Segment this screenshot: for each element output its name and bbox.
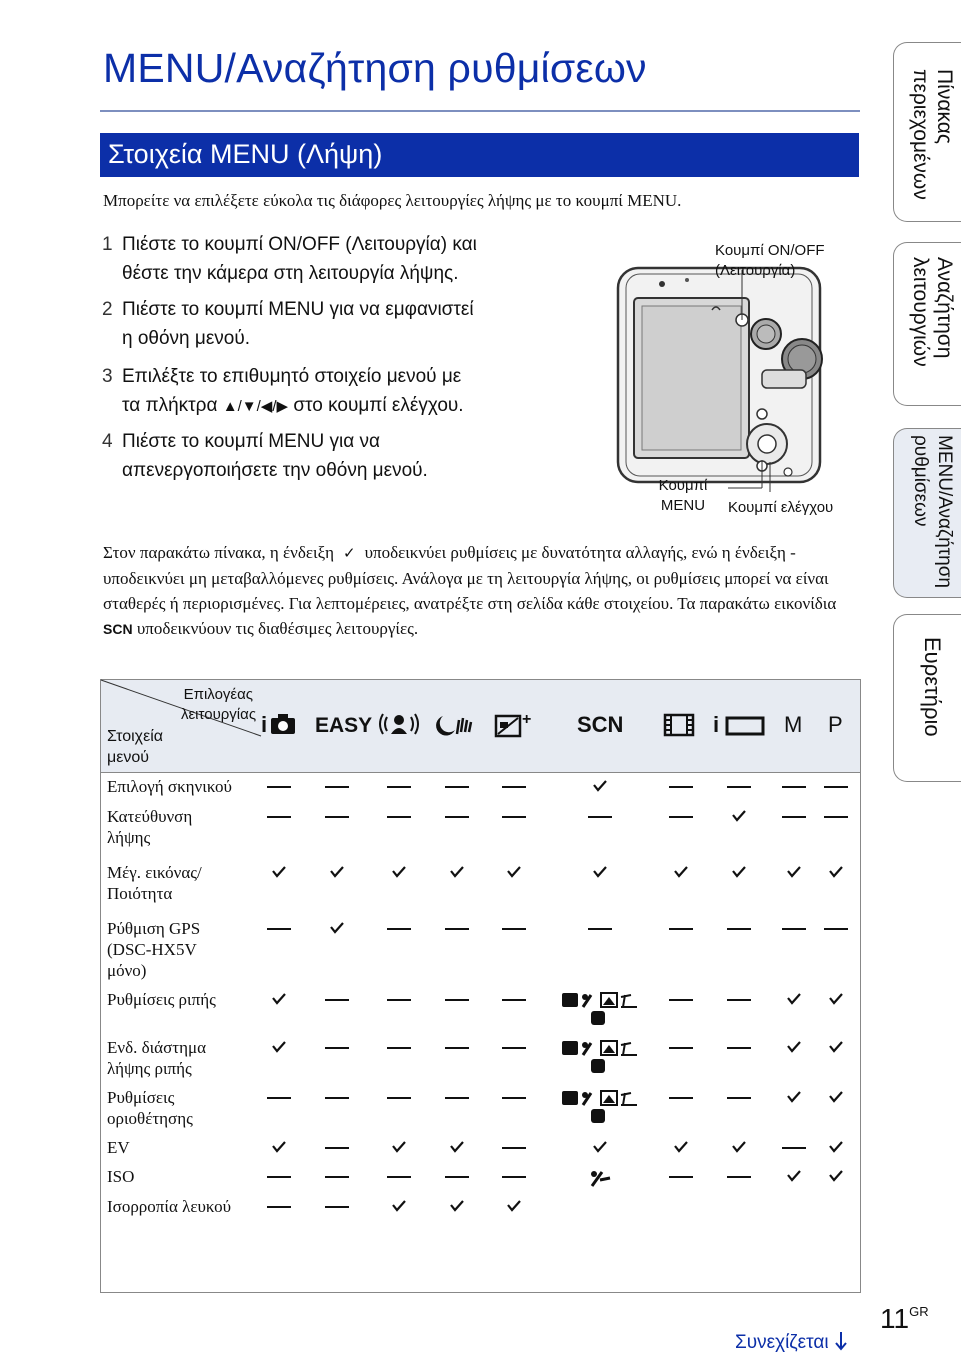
svg-text:i: i bbox=[261, 712, 268, 737]
check-icon bbox=[317, 862, 357, 879]
check-icon bbox=[494, 1196, 534, 1213]
mode-column-header bbox=[484, 710, 544, 738]
tab-function-search[interactable] bbox=[893, 242, 961, 406]
dash-cell bbox=[259, 918, 299, 930]
scn-icon: SCN bbox=[103, 621, 133, 637]
check-icon bbox=[774, 1166, 814, 1183]
dash-cell bbox=[661, 1087, 701, 1099]
intelligent-auto-icon bbox=[257, 710, 301, 738]
dash-cell bbox=[774, 776, 814, 788]
tab-label: Αναζήτηση λειτουργιών bbox=[909, 257, 956, 367]
mode-column-header bbox=[570, 710, 630, 738]
row-label: EV bbox=[107, 1138, 130, 1157]
dash-cell bbox=[494, 806, 534, 818]
dash-cell bbox=[774, 918, 814, 930]
step-2 bbox=[102, 295, 474, 353]
mode-column-header bbox=[307, 710, 373, 738]
dash-cell bbox=[259, 806, 299, 818]
tab-label: Πίνακας περιεχομένων bbox=[909, 69, 956, 200]
dash-cell bbox=[259, 776, 299, 788]
mode-dial-header: Επιλογέας λειτουργίας bbox=[181, 686, 257, 723]
scene-icons-a bbox=[561, 991, 639, 1027]
check-icon bbox=[259, 1137, 299, 1154]
check-icon bbox=[816, 1166, 856, 1183]
step-number: 3 bbox=[102, 366, 113, 387]
easy-mode-icon bbox=[315, 710, 373, 738]
dash-cell bbox=[379, 918, 419, 930]
check-icon bbox=[379, 1196, 419, 1213]
dash-cell bbox=[379, 776, 419, 788]
check-icon bbox=[379, 862, 419, 879]
dash-cell bbox=[317, 1037, 357, 1049]
dash-cell bbox=[437, 989, 477, 1001]
dash-cell bbox=[317, 1166, 357, 1178]
menu-button-label: Κουμπί MENU bbox=[658, 477, 708, 514]
row-label: Ενδ. διάστημα λήψης ριπής bbox=[107, 1038, 206, 1078]
mode-column-header bbox=[709, 710, 769, 738]
check-icon bbox=[719, 862, 759, 879]
scene-icons-b bbox=[586, 1168, 614, 1188]
check-icon bbox=[494, 862, 534, 879]
mode-column-header bbox=[427, 710, 487, 738]
dash-cell bbox=[719, 1087, 759, 1099]
step-text: Επιλέξτε το επιθυμητό στοιχείο μενού με bbox=[122, 366, 462, 387]
check-icon bbox=[816, 989, 856, 1006]
intelligent-sweep-panorama-icon bbox=[711, 710, 767, 738]
settings-table bbox=[100, 679, 861, 1293]
dash-cell bbox=[661, 989, 701, 1001]
check-icon bbox=[816, 1087, 856, 1104]
dash-cell bbox=[580, 806, 620, 818]
check-icon bbox=[816, 862, 856, 879]
row-label: Ρυθμίσεις οριοθέτησης bbox=[107, 1088, 193, 1128]
dash-cell bbox=[379, 806, 419, 818]
note-paragraph: Στον παρακάτω πίνακα, η ένδειξη ✓ υποδεικνύει ρυθμίσεις με δυνατότητα αλλαγής, ενώ η ένδειξη - υποδεικνύει μη μεταβαλλόμενες ρυθμίσεις. Ανάλογα με τη λειτουργία λήψης, οι ρυθμίσεις μπορεί να είναι σταθερές ή περιορισμένες. Για λεπτομέρειες, ανατρέξτε στη σελίδα κάθε στοιχείου. Τα παρακάτω εικονίδια SCN υποδεικνύουν τις διαθέσιμες λειτουργίες. bbox=[103, 543, 837, 638]
check-icon bbox=[816, 1137, 856, 1154]
scene-icons-cell bbox=[555, 1037, 645, 1075]
dash-cell bbox=[317, 1196, 357, 1208]
dash-cell bbox=[437, 776, 477, 788]
row-label: Ρυθμίσεις ριπής bbox=[107, 990, 216, 1009]
background-defocus-icon bbox=[377, 710, 421, 738]
program-auto-icon bbox=[814, 710, 858, 738]
dash-cell bbox=[816, 918, 856, 930]
scene-icons-a bbox=[561, 1089, 639, 1125]
row-label: Ρύθμιση GPS (DSC-HX5V μόνο) bbox=[107, 919, 201, 980]
step-text: θέστε την κάμερα στη λειτουργία λήψης. bbox=[122, 263, 459, 284]
check-icon bbox=[580, 776, 620, 793]
dash-cell bbox=[816, 776, 856, 788]
mode-column-header bbox=[651, 710, 711, 738]
superior-auto-icon bbox=[492, 710, 536, 738]
mode-column-header bbox=[369, 710, 429, 738]
check-icon bbox=[661, 1137, 701, 1154]
dash-cell bbox=[774, 1137, 814, 1149]
tab-table-of-contents[interactable] bbox=[893, 42, 961, 222]
check-icon bbox=[437, 1137, 477, 1154]
arrow-down-icon bbox=[834, 1331, 848, 1351]
check-icon bbox=[580, 862, 620, 879]
row-label: ISO bbox=[107, 1167, 135, 1186]
dash-cell bbox=[661, 918, 701, 930]
check-icon bbox=[437, 862, 477, 879]
check-icon bbox=[379, 1137, 419, 1154]
mode-column-header bbox=[249, 710, 309, 738]
dash-cell bbox=[437, 918, 477, 930]
dash-cell bbox=[317, 989, 357, 1001]
scene-icons-cell bbox=[555, 989, 645, 1027]
dash-cell bbox=[494, 1037, 534, 1049]
dash-cell bbox=[317, 776, 357, 788]
tab-label: MENU/Αναζήτηση ρυθμίσεων bbox=[910, 435, 955, 589]
check-icon bbox=[774, 989, 814, 1006]
dash-cell bbox=[494, 1087, 534, 1099]
dash-cell bbox=[437, 1166, 477, 1178]
mode-column-header bbox=[806, 710, 866, 738]
dash-cell bbox=[719, 918, 759, 930]
step-number: 2 bbox=[102, 299, 113, 320]
dash-cell bbox=[494, 1137, 534, 1149]
check-icon bbox=[774, 1087, 814, 1104]
dash-cell bbox=[317, 806, 357, 818]
dash-cell bbox=[379, 1087, 419, 1099]
tab-menu-settings-search[interactable] bbox=[893, 428, 961, 598]
dash-cell bbox=[259, 1166, 299, 1178]
intro-text: Μπορείτε να επιλέξετε εύκολα τις διάφορες λειτουργίες λήψης με το κουμπί MENU. bbox=[103, 191, 682, 210]
dash-cell bbox=[661, 1166, 701, 1178]
row-label: Κατεύθυνση λήψης bbox=[107, 807, 193, 847]
leader-lines bbox=[700, 270, 800, 500]
dash-cell bbox=[661, 1037, 701, 1049]
onoff-button-label: Κουμπί ON/OFF (Λειτουργία) bbox=[715, 242, 825, 279]
table-header bbox=[101, 680, 860, 773]
step-3 bbox=[102, 362, 464, 421]
check-icon bbox=[259, 1037, 299, 1054]
row-label: Επιλογή σκηνικού bbox=[107, 777, 232, 796]
arrow-keys-icon: ▲/▼/◀/▶ bbox=[222, 398, 289, 415]
check-icon bbox=[437, 1196, 477, 1213]
tab-label: Ευρετήριο bbox=[920, 637, 945, 737]
scene-icons-cell bbox=[555, 1087, 645, 1125]
dash-cell bbox=[494, 776, 534, 788]
check-icon bbox=[580, 1137, 620, 1154]
menu-items-header: Στοιχεία μενού bbox=[107, 728, 164, 766]
dash-cell bbox=[719, 776, 759, 788]
check-icon bbox=[317, 918, 357, 935]
dash-cell bbox=[494, 1166, 534, 1178]
svg-text:i: i bbox=[713, 712, 720, 737]
svg-text:SCN: SCN bbox=[577, 712, 624, 737]
dash-cell bbox=[494, 989, 534, 1001]
step-text: Πιέστε το κουμπί MENU για να bbox=[122, 431, 380, 452]
dash-cell bbox=[437, 1087, 477, 1099]
section-title: Στοιχεία MENU (Λήψη) bbox=[108, 139, 383, 169]
step-text: στο κουμπί ελέγχου. bbox=[288, 395, 464, 416]
dash-cell bbox=[437, 1037, 477, 1049]
svg-text:EASY: EASY bbox=[315, 714, 373, 737]
svg-text:M: M bbox=[784, 712, 803, 737]
dash-cell bbox=[317, 1137, 357, 1149]
step-number: 1 bbox=[102, 234, 113, 255]
step-text: τα πλήκτρα bbox=[122, 395, 223, 416]
step-number: 4 bbox=[102, 431, 113, 452]
check-icon bbox=[661, 862, 701, 879]
step-1 bbox=[102, 230, 477, 288]
dash-cell bbox=[580, 918, 620, 930]
dash-cell bbox=[719, 1166, 759, 1178]
dash-cell bbox=[816, 806, 856, 818]
control-button-label: Κουμπί ελέγχου bbox=[728, 499, 834, 516]
title-divider bbox=[100, 110, 860, 112]
step-text: η οθόνη μενού. bbox=[122, 328, 251, 349]
scene-icons-a bbox=[561, 1039, 639, 1075]
check-icon bbox=[719, 1137, 759, 1154]
check-icon bbox=[719, 806, 759, 823]
check-icon bbox=[774, 862, 814, 879]
check-icon bbox=[816, 1037, 856, 1054]
check-icon: ✓ bbox=[343, 544, 356, 562]
dash-cell bbox=[661, 806, 701, 818]
row-label: Ισορροπία λευκού bbox=[107, 1197, 232, 1216]
dash-cell bbox=[259, 1087, 299, 1099]
page-number: $11^{GR}$ bbox=[880, 1303, 929, 1334]
check-icon bbox=[774, 1037, 814, 1054]
scene-selection-icon bbox=[573, 710, 627, 738]
dash-cell bbox=[317, 1087, 357, 1099]
check-icon bbox=[259, 862, 299, 879]
dash-cell bbox=[379, 989, 419, 1001]
dash-cell bbox=[774, 806, 814, 818]
step-4 bbox=[102, 427, 428, 485]
step-text: απενεργοποιήσετε την οθόνη μενού. bbox=[122, 460, 428, 481]
scene-icons-cell bbox=[555, 1166, 645, 1188]
row-label: Μέγ. εικόνας/ Ποιότητα bbox=[107, 863, 202, 903]
svg-text:+: + bbox=[522, 711, 532, 728]
check-icon bbox=[259, 989, 299, 1006]
dash-cell bbox=[494, 918, 534, 930]
svg-text:P: P bbox=[828, 712, 843, 737]
dash-cell bbox=[379, 1037, 419, 1049]
movie-mode-icon bbox=[659, 710, 703, 738]
step-text: Πιέστε το κουμπί MENU για να εμφανιστεί bbox=[122, 299, 474, 320]
dash-cell bbox=[719, 1037, 759, 1049]
dash-cell bbox=[379, 1166, 419, 1178]
handheld-twilight-icon bbox=[435, 710, 479, 738]
dash-cell bbox=[259, 1196, 299, 1208]
continued-link[interactable]: Συνεχίζεται bbox=[735, 1331, 848, 1354]
dash-cell bbox=[437, 806, 477, 818]
tab-index[interactable] bbox=[893, 614, 961, 782]
dash-cell bbox=[719, 989, 759, 1001]
dash-cell bbox=[661, 776, 701, 788]
page-title: MENU/Αναζήτηση ρυθμίσεων bbox=[103, 45, 647, 91]
step-text: Πιέστε το κουμπί ON/OFF (Λειτουργία) και bbox=[122, 234, 477, 255]
